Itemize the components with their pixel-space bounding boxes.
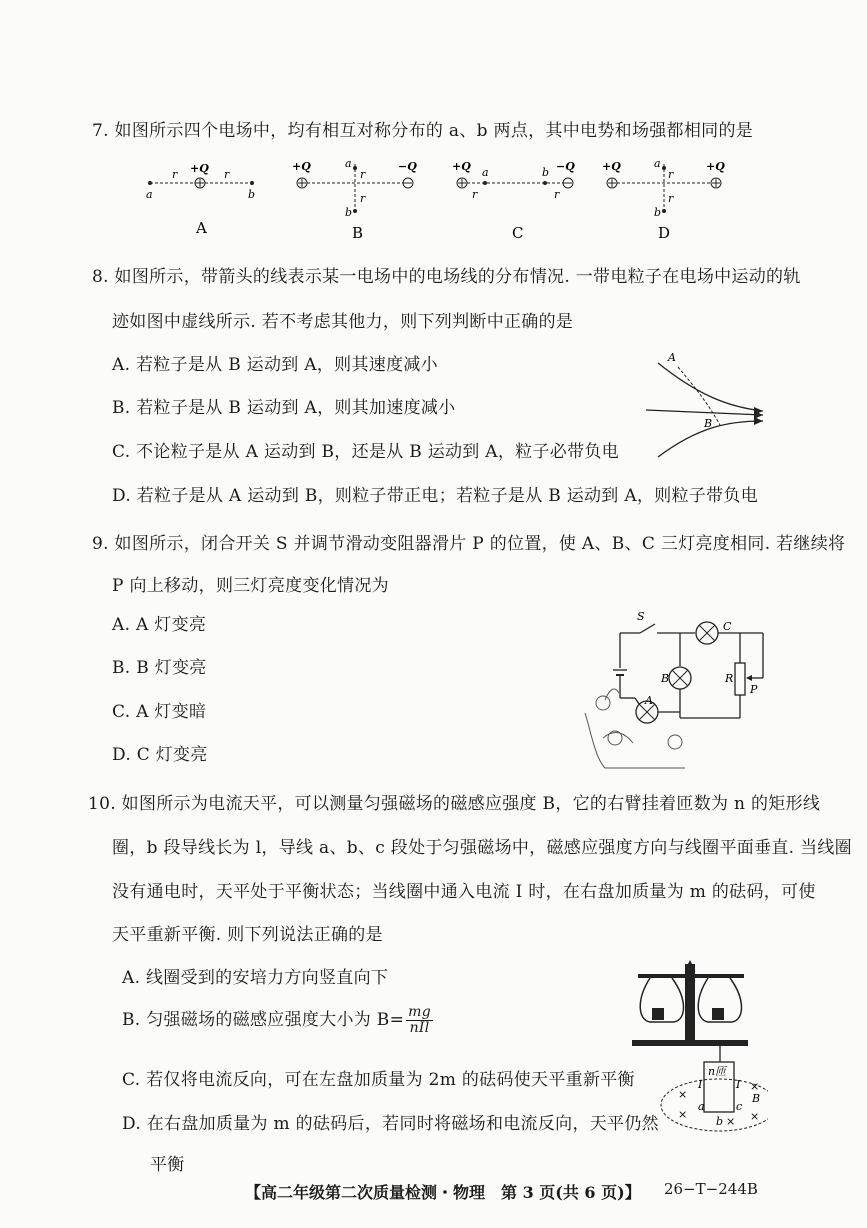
q7-label-b: B	[352, 224, 364, 241]
q7-figure-d	[600, 156, 730, 241]
q10-stem-line1: 10. 如图所示为电流天平，可以测量匀强磁场的磁感应强度 B，它的右臂挂着匝数为 n 的矩形线	[88, 794, 821, 814]
fraction: $\frac{mg}{\text{nIl}}$	[408, 1004, 431, 1036]
svg-text:r: r	[668, 192, 674, 205]
q9-option-a: A. A 灯变亮	[112, 615, 207, 635]
svg-text:×: ×	[726, 1115, 736, 1128]
svg-text:I: I	[736, 1078, 741, 1091]
svg-text:a: a	[698, 1100, 705, 1113]
svg-text:+Q: +Q	[452, 160, 471, 173]
svg-text:b: b	[716, 1115, 724, 1128]
q10-stem-line2: 圈，b 段导线长为 l，导线 a、b、c 段处于匀强磁场中，磁感应强度方向与线圈平面垂直. 当线圈	[112, 838, 852, 858]
svg-text:r: r	[172, 168, 178, 181]
svg-text:B: B	[752, 1092, 761, 1105]
page-footer-code: 26−T−244B	[664, 1180, 758, 1198]
q7-label-c: C	[512, 224, 524, 241]
q8-stem-line1: 8. 如图所示，带箭头的线表示某一电场中的电场线的分布情况. 一带电粒子在电场中运动的轨	[92, 267, 801, 287]
svg-text:×: ×	[750, 1080, 760, 1093]
svg-text:b: b	[345, 206, 353, 219]
svg-text:r: r	[668, 168, 674, 181]
svg-text:B: B	[661, 672, 670, 685]
q8-stem-line2: 迹如图中虚线所示. 若不考虑其他力，则下列判断中正确的是	[112, 312, 574, 332]
svg-text:+Q: +Q	[706, 160, 725, 173]
svg-text:r: r	[224, 168, 230, 181]
svg-text:r: r	[472, 188, 478, 201]
svg-text:c: c	[736, 1100, 743, 1113]
svg-text:A: A	[668, 351, 676, 364]
svg-text:−Q: −Q	[556, 160, 575, 173]
q10-stem-line3: 没有通电时，天平处于平衡状态；当线圈中通入电流 I 时，在右盘加质量为 m 的砝码，可使	[112, 882, 816, 902]
svg-text:S: S	[637, 610, 645, 623]
svg-text:A: A	[645, 694, 653, 707]
svg-text:B: B	[704, 417, 713, 430]
svg-text:b: b	[542, 166, 550, 179]
svg-text:−Q: −Q	[398, 160, 417, 173]
svg-text:a: a	[345, 157, 352, 170]
svg-text:r: r	[360, 192, 366, 205]
q8-option-a: A. 若粒子是从 B 运动到 A，则其速度减小	[112, 355, 438, 375]
q7-figure-a	[140, 158, 270, 238]
q7-label-a: A	[196, 219, 207, 237]
q7a-charge: +Q	[190, 162, 209, 175]
q9-stem-line2: P 向上移动，则三灯亮度变化情况为	[112, 576, 389, 596]
svg-text:×: ×	[678, 1088, 688, 1101]
q10-current-balance-figure	[628, 960, 768, 1140]
q9-stem-line1: 9. 如图所示，闭合开关 S 并调节滑动变阻器滑片 P 的位置，使 A、B、C 三灯亮度相同. 若继续将	[92, 534, 846, 554]
page-footer-title: 【高二年级第二次质量检测・物理 第 3 页(共 6 页)】	[245, 1183, 641, 1202]
q7-label-d: D	[658, 224, 671, 241]
q8-option-c: C. 不论粒子是从 A 运动到 B，还是从 B 运动到 A，粒子必带负电	[112, 442, 619, 462]
svg-text:+Q: +Q	[602, 160, 621, 173]
svg-text:r: r	[554, 188, 560, 201]
q10-option-d-line1: D. 在右盘加质量为 m 的砝码后，若同时将磁场和电流反向，天平仍然	[122, 1114, 659, 1134]
svg-text:C: C	[723, 620, 732, 633]
q9-option-d: D. C 灯变亮	[112, 745, 208, 765]
svg-text:×: ×	[678, 1108, 688, 1121]
svg-text:+Q: +Q	[292, 160, 311, 173]
q10-option-c: C. 若仅将电流反向，可在左盘加质量为 2m 的砝码使天平重新平衡	[122, 1070, 635, 1090]
q10-option-d-line2: 平衡	[150, 1155, 185, 1175]
svg-text:I: I	[698, 1078, 703, 1091]
svg-text:a: a	[482, 166, 489, 179]
svg-text:a: a	[146, 188, 153, 201]
q9-circuit-figure	[575, 608, 775, 778]
q7-figure-c	[450, 156, 590, 241]
svg-text:r: r	[360, 168, 366, 181]
svg-text:n匝: n匝	[708, 1065, 727, 1078]
q9-option-b: B. B 灯变亮	[112, 658, 207, 678]
svg-text:a: a	[654, 157, 661, 170]
svg-text:×: ×	[750, 1110, 760, 1123]
q8-field-line-figure	[638, 345, 768, 465]
q7-stem: 7. 如图所示四个电场中，均有相互对称分布的 a、b 两点，其中电势和场强都相同的是	[92, 121, 754, 141]
q9-option-c: C. A 灯变暗	[112, 702, 207, 722]
q10-stem-line4: 天平重新平衡. 则下列说法正确的是	[112, 925, 383, 945]
q10-option-b: B. 匀强磁场的磁感应强度大小为 B= $\frac{mg}{\text{nIl}}$	[122, 1004, 431, 1036]
q8-option-d: D. 若粒子是从 A 运动到 B，则粒子带正电；若粒子是从 B 运动到 A，则粒子带负电	[112, 486, 758, 506]
svg-text:b: b	[654, 206, 662, 219]
svg-text:b: b	[248, 188, 256, 201]
q10-option-a: A. 线圈受到的安培力方向竖直向下	[122, 968, 389, 988]
svg-text:P: P	[750, 683, 758, 696]
svg-text:R: R	[725, 672, 734, 685]
q7-figure-b	[290, 156, 430, 241]
q8-option-b: B. 若粒子是从 B 运动到 A，则其加速度减小	[112, 398, 456, 418]
